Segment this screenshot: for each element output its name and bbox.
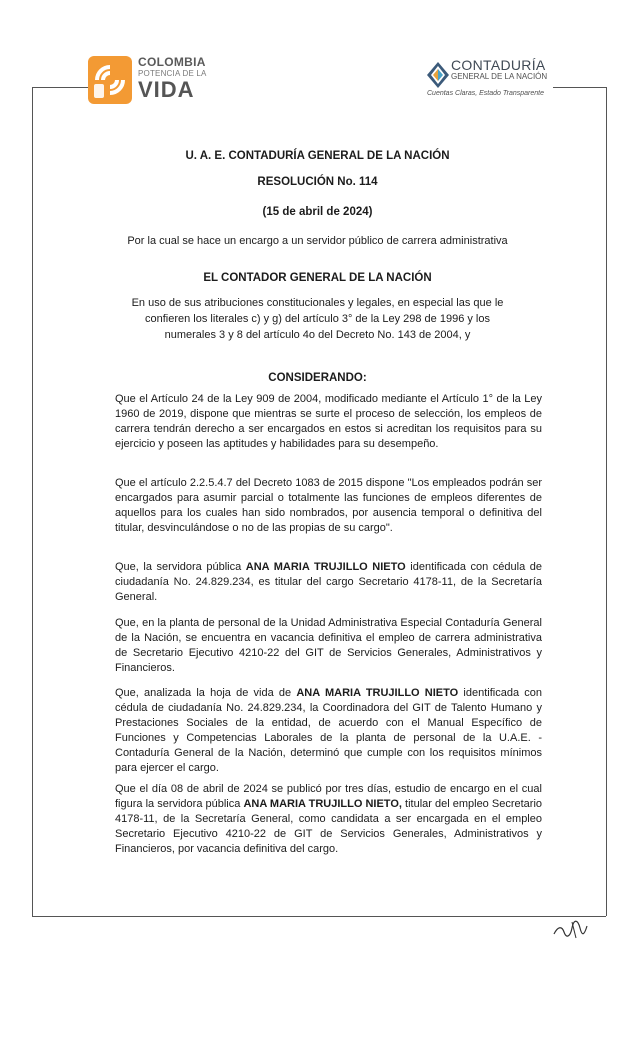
logo-left-line3: VIDA (138, 77, 195, 102)
paragraph-4: Que, en la planta de personal de la Unidad Administrativa Especial Contaduría General de la Nación, se encuentra en vacancia definitiva el empleo de carrera administrativa de Secretario Ejecutivo 4210-22 del GIT de Servicios Generales, Administrativos y Financieros. (115, 617, 542, 674)
authority-line2: confieren los literales c) y g) del artículo 3° de la Ley 298 de 1996 y los (145, 313, 490, 325)
resolution-date: (15 de abril de 2024) (262, 206, 373, 218)
paragraph-1: Que el Artículo 24 de la Ley 909 de 2004, modificado mediante el Artículo 1° de la Ley 1960 de 2019, dispone que mientras se surte el proceso de selección, los empleos de carrera tendrán derecho a ser encargados en estos si acreditan los requisitos para su ejercicio y poseen las aptitudes y habilidades para su desempeño. (115, 393, 542, 450)
resolution-subject: Por la cual se hace un encargo a un servidor público de carrera administrativa (127, 235, 508, 247)
frame-bottom (32, 916, 606, 917)
handwritten-initials (550, 916, 590, 942)
paragraph-6-part1: Que el día 08 de abril de 2024 se publicó por tres días, estudio de encargo en el cual figura la servidora pública (115, 783, 542, 810)
authority-line3: numerales 3 y 8 del artículo 4o del Decreto No. 143 de 2004, y (164, 329, 471, 341)
servant-name: ANA MARIA TRUJILLO NIETO (245, 561, 406, 573)
logo-left-line2: POTENCIA DE LA (138, 69, 207, 78)
paragraph-3 (115, 560, 542, 605)
servant-name: ANA MARIA TRUJILLO NIETO (296, 687, 459, 699)
paragraph-5 (115, 686, 542, 776)
logo-left-line1: COLOMBIA (138, 55, 206, 69)
resolution-number: RESOLUCIÓN No. 114 (257, 176, 378, 188)
paragraph-5-part1: Que, analizada la hoja de vida de (115, 687, 297, 699)
paragraph-5-part2: identificada con cédula de ciudadanía No. 24.829.234, la Coordinadora del GIT de Talento Humano y Prestaciones Sociales de la entidad, de acuerdo con el Manual Específico de Funciones y Competencias Laborales de la planta de personal de la U.A.E. - Contaduría General de la Nación, determinó que cumple con los requisitos mínimos para ejercer el cargo. (115, 687, 543, 774)
logo-right-line2: GENERAL DE LA NACIÓN (451, 72, 548, 81)
considering-title: CONSIDERANDO: (268, 372, 367, 384)
paragraph-6 (115, 782, 542, 857)
paragraph-3-part2: identificada con cédula de ciudadanía No. 24.829.234, es titular del cargo Secretario 4178-11, de la Secretaría General. (115, 561, 543, 603)
paragraph-2: Que el artículo 2.2.5.4.7 del Decreto 1083 de 2015 dispone "Los empleados podrán ser encargados para asumir parcial o totalmente las funciones de empleos diferentes de aquellos para los cuales han sido nombrados, por ausencia temporal o definitiva del titular, desvinculándose o no de las propias de su cargo". (115, 477, 542, 534)
entity-title: U. A. E. CONTADURÍA GENERAL DE LA NACIÓN (185, 150, 450, 162)
contaduria-logo-icon (427, 62, 449, 88)
logo-right-tagline: Cuentas Claras, Estado Transparente (427, 90, 544, 97)
authority-title: EL CONTADOR GENERAL DE LA NACIÓN (203, 272, 432, 284)
colombia-logo-icon (88, 56, 132, 104)
paragraph-6-part2: titular del empleo Secretario 4178-11, de la Secretaría General, como candidata a ser encargada en el empleo Secretario Ejecutivo 4210-22 de GIT de Servicios Generales, Administrativos y Financieros, por vacancia definitiva del cargo. (115, 798, 543, 855)
authority-line1: En uso de sus atribuciones constitucionales y legales, en especial las que le (131, 297, 504, 309)
contaduria-logo (427, 58, 577, 102)
colombia-potencia-de-la-vida-logo (88, 56, 218, 108)
paragraph-3-part1: Que, la servidora pública (115, 561, 246, 573)
servant-name: ANA MARIA TRUJILLO NIETO, (243, 798, 402, 810)
logo-right-line1: CONTADURÍA (451, 57, 546, 73)
